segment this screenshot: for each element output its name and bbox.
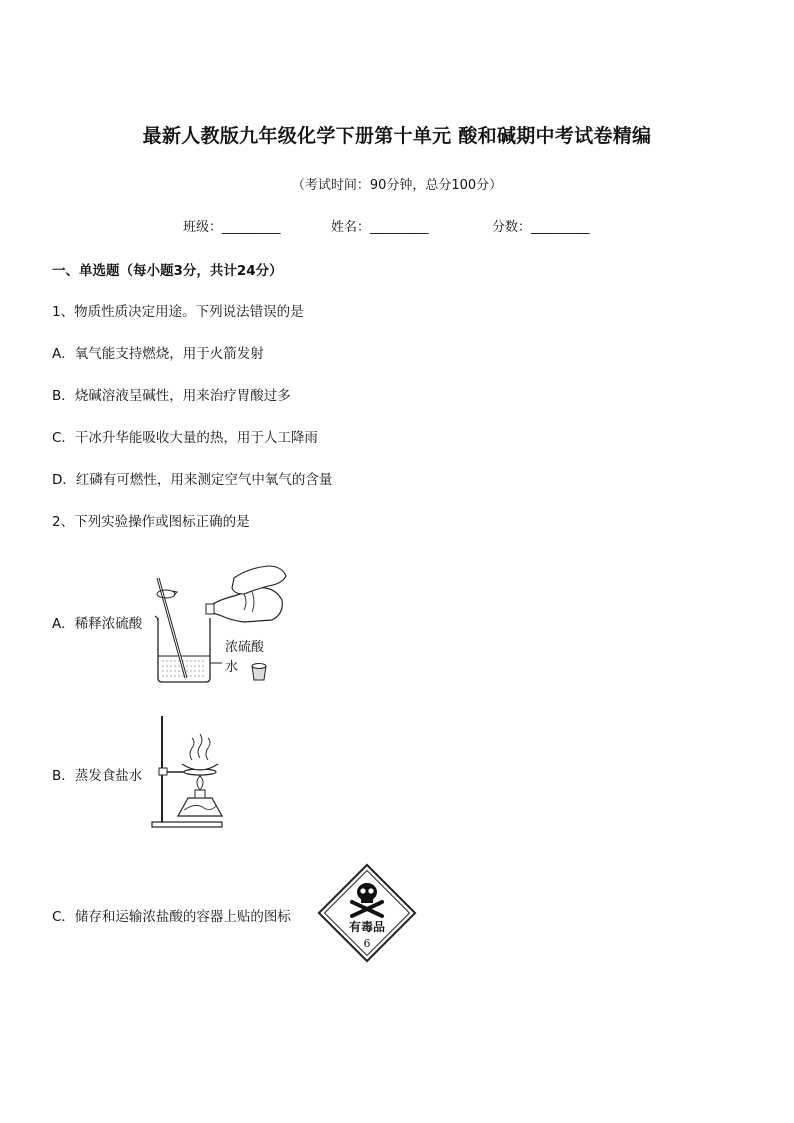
question-1-option-d: D．红磷有可燃性，用来测定空气中氧气的含量 xyxy=(52,472,333,488)
dilute-acid-figure xyxy=(148,560,293,688)
page-title: 最新人教版九年级化学下册第十单元 酸和碱期中考试卷精编 xyxy=(142,125,652,147)
question-2-option-c: C．储存和运输浓盐酸的容器上贴的图标 xyxy=(52,909,291,925)
question-2-option-a: A．稀释浓硫酸 xyxy=(52,616,143,632)
question-1-option-c: C．干冰升华能吸收大量的热，用于人工降雨 xyxy=(52,430,318,446)
toxic-sign-text: 有毒品 xyxy=(348,920,386,934)
score-label: 分数： xyxy=(492,220,532,235)
name-blank[interactable]: _________ xyxy=(370,220,429,235)
water-label: 水 xyxy=(225,660,239,675)
question-1-option-b: B．烧碱溶液呈碱性，用来治疗胃酸过多 xyxy=(52,388,291,404)
evaporation-figure xyxy=(148,712,228,830)
question-1-option-a: A．氧气能支持燃烧，用于火箭发射 xyxy=(52,346,264,362)
section-heading: 一、单选题（每小题3分，共计24分） xyxy=(52,263,283,279)
question-2-stem: 2、下列实验操作或图标正确的是 xyxy=(52,514,250,530)
class-label: 班级： xyxy=(183,220,223,235)
name-field xyxy=(331,216,429,235)
name-label: 姓名： xyxy=(331,220,371,235)
acid-label: 浓硫酸 xyxy=(225,640,265,655)
question-1-stem: 1、物质性质决定用途。下列说法错误的是 xyxy=(52,304,304,320)
class-blank[interactable]: _________ xyxy=(222,220,281,235)
score-field xyxy=(492,216,590,235)
exam-info: （考试时间：90分钟，总分100分） xyxy=(291,178,503,193)
toxic-sign-figure xyxy=(312,858,422,968)
class-field xyxy=(183,216,281,235)
toxic-sign-class: 6 xyxy=(363,937,371,950)
score-blank[interactable]: _________ xyxy=(531,220,590,235)
question-2-option-b: B．蒸发食盐水 xyxy=(52,768,143,784)
